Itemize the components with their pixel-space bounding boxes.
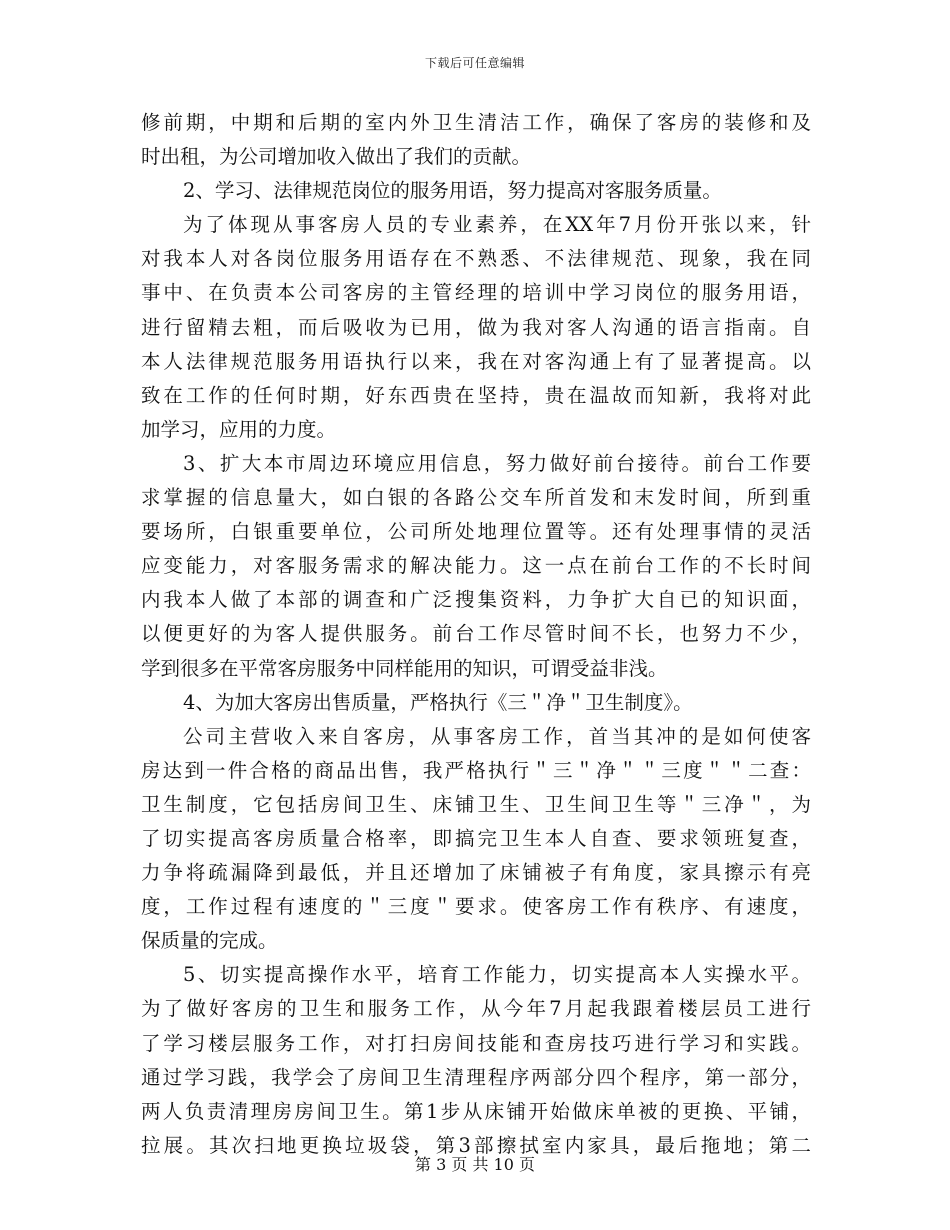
text-line: 房达到一件合格的商品出售，我严格执行＂三＂净＂＂三度＂＂二查： [141,758,811,782]
text-line: 修前期，中期和后期的室内外卫生清洁工作，确保了客房的装修和及 [141,111,811,134]
page-footer: 第 3 页 共 10 页 [415,1155,535,1174]
text-line: 拉展。其次扫地更换垃圾袋，第3部擦拭室内家具，最后拖地；第二 [141,1133,811,1157]
page-header: 下载后可任意编辑 [424,56,525,70]
text-line: 应变能力，对客服务需求的解决能力。这一点在前台工作的不长时间 [141,554,811,578]
text-line: 2、学习、法律规范岗位的服务用语，努力提高对客服务质量。 [183,179,722,203]
text-line: 两人负责清理房房间卫生。第1步从床铺开始做床单被的更换、平铺， [141,1099,811,1123]
text-line: 为了做好客房的卫生和服务工作，从今年7月起我跟着楼层员工进行 [141,997,811,1021]
text-line: 保质量的完成。 [141,929,278,953]
text-line: 进行留精去粗，而后吸收为已用，做为我对客人沟通的语言指南。自 [141,315,811,339]
text-line: 加学习，应用的力度。 [141,417,337,441]
text-line: 本人法律规范服务用语执行以来，我在对客沟通上有了显著提高。以 [141,349,811,373]
text-line: 4、为加大客房出售质量，严格执行《三＂净＂卫生制度》。 [183,690,693,714]
text-line: 致在工作的任何时期，好东西贵在坚持，贵在温故而知新，我将对此 [141,383,811,407]
text-line: 求掌握的信息量大，如白银的各路公交车所首发和末发时间，所到重 [141,486,811,510]
text-line: 力争将疏漏降到最低，并且还增加了床铺被子有角度，家具擦示有亮 [141,861,811,885]
text-line: 5、切实提高操作水平，培育工作能力，切实提高本人实操水平。 [183,963,811,987]
text-line: 了学习楼层服务工作，对打扫房间技能和查房技巧进行学习和实践。 [141,1031,811,1055]
text-line: 卫生制度，它包括房间卫生、床铺卫生、卫生间卫生等＂三净＂，为 [141,792,811,816]
text-line: 事中、在负责本公司客房的主管经理的培训中学习岗位的服务用语， [141,281,811,305]
text-line: 以便更好的为客人提供服务。前台工作尽管时间不长，也努力不少， [141,622,811,646]
text-line: 度，工作过程有速度的＂三度＂要求。使客房工作有秩序、有速度， [141,895,811,919]
text-line: 3、扩大本市周边环境应用信息，努力做好前台接待。前台工作要 [183,451,811,475]
text-line: 了切实提高客房质量合格率，即搞完卫生本人自查、要求领班复查， [141,826,811,850]
text-line: 要场所，白银重要单位，公司所处地理位置等。还有处理事情的灵活 [141,520,811,544]
text-line: 对我本人对各岗位服务用语存在不熟悉、不法律规范、现象，我在同 [141,247,811,271]
text-line: 为了体现从事客房人员的专业素养，在XX年7月份开张以来，针 [183,213,811,237]
text-line: 通过学习践，我学会了房间卫生清理程序两部分四个程序，第一部分， [141,1065,811,1089]
text-line: 公司主营收入来自客房，从事客房工作，首当其冲的是如何使客 [183,724,811,748]
document-body [141,106,811,1163]
text-line: 内我本人做了本部的调查和广泛搜集资料，力争扩大自已的知识面， [141,588,811,612]
text-line: 学到很多在平常客房服务中同样能用的知识，可谓受益非浅。 [141,656,668,680]
text-line: 时出租，为公司增加收入做出了我们的贡献。 [141,145,532,169]
